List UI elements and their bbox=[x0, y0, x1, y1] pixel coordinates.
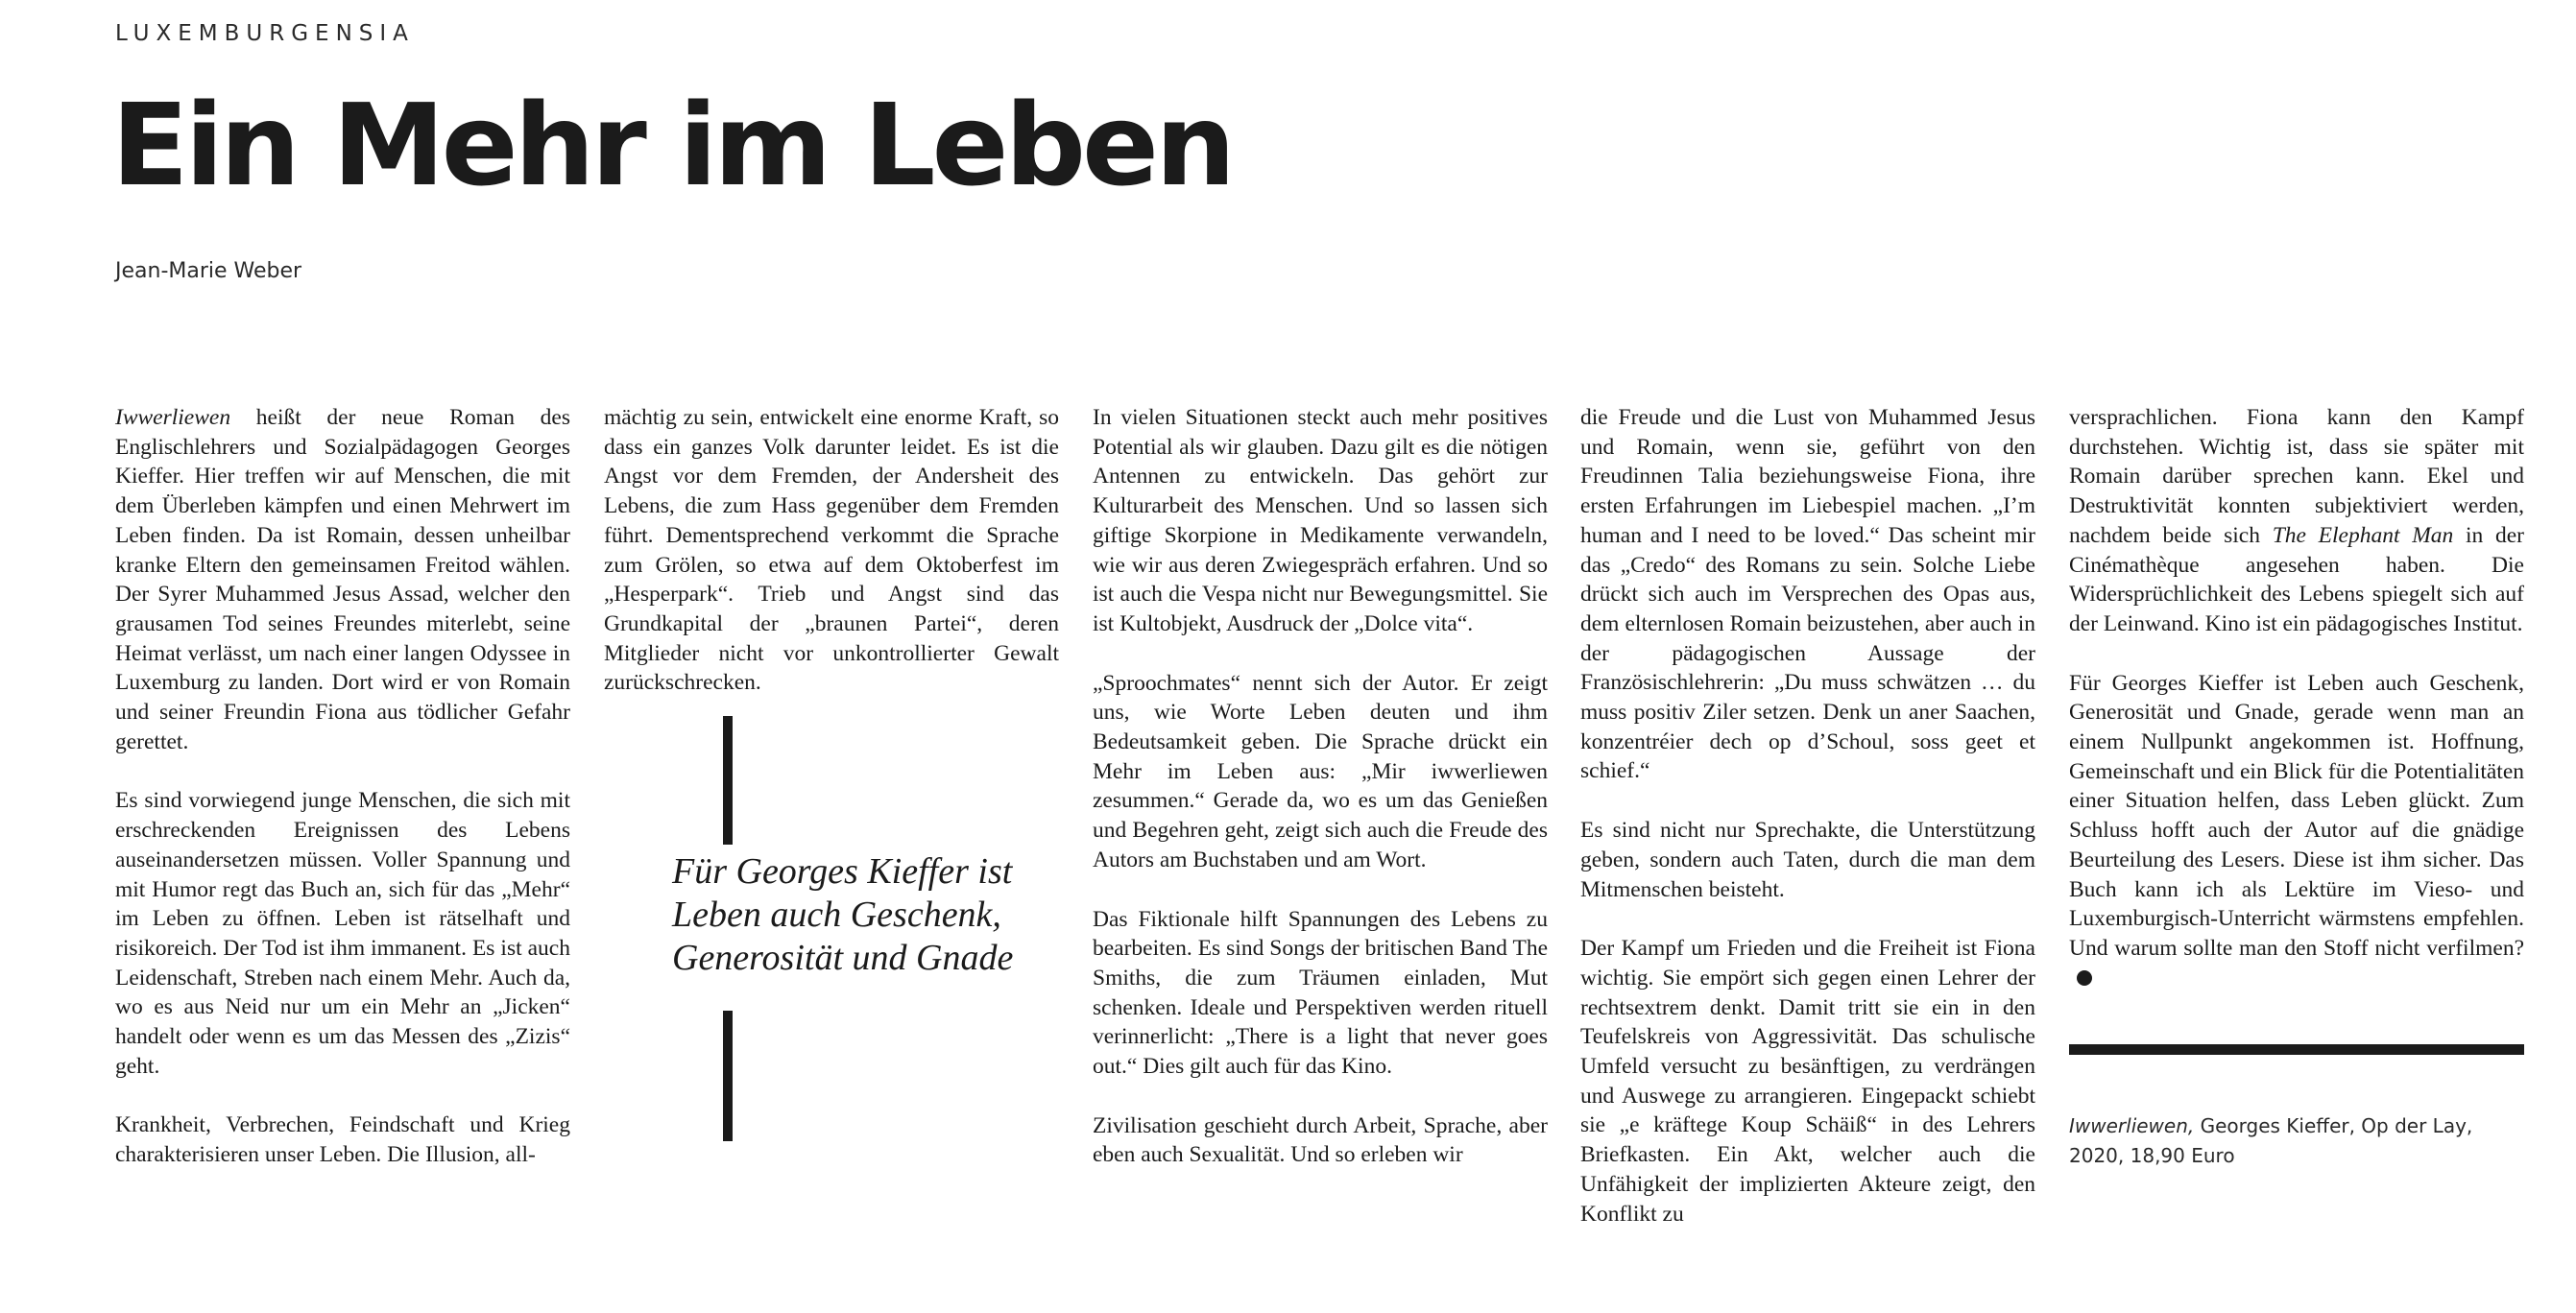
paragraph-text: in der Cinémathèque angesehen haben. Die Widersprüchlichkeit des Lebens spiegelt sich auf der Leinwand. Kino ist ein pädagogisches Institut. bbox=[2069, 522, 2524, 636]
column-1 bbox=[115, 403, 570, 1170]
book-info-details: Georges Kieffer, Op der Lay, 2020, 18,90 Euro bbox=[2069, 1114, 2473, 1167]
paragraph: In vielen Situationen steckt auch mehr positives Potential als wir glauben. Dazu gilt es die nötigen Antennen zu entwickeln. Das gehört zur Kulturarbeit des Menschen. Und so lassen sich giftige Skorpione in Medikamente verwandeln, wie wir aus deren Zwiegespräch erfahren. Und so ist auch die Vespa nicht nur Bewegungsmittel. Sie ist Kultobjekt, Ausdruck der „Dolce vita“. bbox=[1093, 405, 1548, 636]
film-title-italic: The Elephant Man bbox=[2272, 522, 2454, 548]
section-label: LUXEMBURGENSIA bbox=[115, 21, 415, 46]
column-5 bbox=[2069, 403, 2524, 992]
headline: Ein Mehr im Leben bbox=[111, 79, 1233, 211]
paragraph-text: heißt der neue Roman des Englischlehrers und Sozialpädagogen Georges Kieffer. Hier treffen wir auf Menschen, die mit dem Überleben kämpfen und einen Mehrwert im Leben finden. Da ist Romain, dessen unheilbar kranke Eltern den gemeinsamen Freitod wählen. Der Syrer Muhammed Jesus Assad, welcher den grausamen Tod seines Freundes miterlebt, seine Heimat verlässt, um nach einer langen Odyssee in Luxemburg zu landen. Dort wird er von Romain und seiner Freundin Fiona aus tödlicher Gefahr gerettet. bbox=[115, 405, 570, 754]
end-mark-icon bbox=[2077, 970, 2092, 986]
book-info bbox=[2069, 1111, 2524, 1171]
paragraph: die Freude und die Lust von Muhammed Jesus und Romain, wenn sie, geführt von den Freudinnen Talia beziehungsweise Fiona, ihre ersten Erfahrungen im Liebespiel machen. „I’m human and I need to be loved.“ Das scheint mir das „Credo“ des Romans zu sein. Solche Liebe drückt sich auch im Versprechen des Opas aus, dem elternlosen Romain beizustehen, aber auch in der pädagogischen Aussage der Französischlehrerin: „Du muss schwätzen … du muss positiv Ziler setzen. Denk un aner Saachen, konzentréier dech op d’Schoul, soss geet et schief.“ bbox=[1580, 405, 2035, 784]
paragraph-text: versprachlichen. Fiona kann den Kampf durchstehen. Wichtig ist, dass sie später mit Romain darüber sprechen kann. Ekel und Destruktivität konnten subjektiviert werden, nachdem beide sich bbox=[2069, 405, 2524, 548]
column-2 bbox=[604, 403, 1059, 698]
paragraph: mächtig zu sein, entwickelt eine enorme Kraft, so dass ein ganzes Volk darunter leidet. Es ist die Angst vor dem Fremden, der Andersheit des Lebens, die zum Hass gegenüber dem Fremden führt. Dementsprechend verkommt die Sprache zum Grölen, so etwa auf dem Oktoberfest im „Hesperpark“. Trieb und Angst sind das Grundkapital der „braunen Partei“, deren Mitglieder nicht vor unkontrollierter Gewalt zurückschrecken. bbox=[604, 405, 1059, 696]
paragraph: Zivilisation geschieht durch Arbeit, Sprache, aber eben auch Sexualität. Und so erleben wir bbox=[1093, 1112, 1548, 1168]
paragraph: Das Fiktionale hilft Spannungen des Lebens zu bearbeiten. Es sind Songs der britischen Band The Smiths, die zum Träumen einladen, Mut schenken. Ideale und Perspektiven werden rituell verinnerlicht: „There is a light that never goes out.“ Dies gilt auch für das Kino. bbox=[1093, 906, 1548, 1080]
paragraph: Es sind vorwiegend junge Menschen, die sich mit erschreckenden Ereignissen des Lebens auseinandersetzen müssen. Voller Spannung und mit Humor regt das Buch an, sich für das „Mehr“ im Leben zu öffnen. Leben ist rätselhaft und risikoreich. Der Tod ist ihm immanent. Es ist auch Leidenschaft, Streben nach einem Mehr. Auch da, wo es aus Neid nur um ein Mehr an „Jicken“ handelt oder wenn es um das Messen des „Zizis“ geht. bbox=[115, 788, 570, 1079]
paragraph: Es sind nicht nur Sprechakte, die Unterstützung geben, sondern auch Taten, durch die man dem Mitmenschen beisteht. bbox=[1580, 818, 2035, 902]
column-3 bbox=[1093, 403, 1548, 1170]
paragraph-text: Für Georges Kieffer ist Leben auch Geschenk, Generosität und Gnade, gerade wenn man an einem Nullpunkt angekommen ist. Hoffnung, Gemeinschaft und ein Blick für die Potentialitäten einer Situation helfen, dass Leben glückt. Zum Schluss hofft auch der Autor auf die gnädige Beurteilung des Lesers. Diese ist ihm sicher. Das Buch kann ich als Lektüre im Vieso- und Luxemburgisch-Unterricht wärmstens empfehlen. Und warum sollte man den Stoff nicht verfilmen? bbox=[2069, 670, 2524, 961]
section-rule bbox=[2069, 1044, 2524, 1055]
pull-quote: Für Georges Kieffer ist Leben auch Geschenk, Generosität und Gnade bbox=[672, 851, 1014, 978]
paragraph: Krankheit, Verbrechen, Feindschaft und Krieg charakterisieren unser Leben. Die Illusion, all- bbox=[115, 1112, 570, 1168]
paragraph bbox=[2069, 669, 2524, 993]
pull-quote-bar-top bbox=[723, 716, 733, 845]
book-info-title: Iwwerliewen, bbox=[2069, 1114, 2195, 1137]
paragraph: „Sproochmates“ nennt sich der Autor. Er zeigt uns, wie Worte Leben deuten und ihm Bedeutsamkeit geben. Die Sprache drückt ein Mehr im Leben aus: „Mir iwwerliewen zesummen.“ Gerade da, wo es um das Genießen und Begehren geht, zeigt sich auch die Freude des Autors am Buchstaben und am Wort. bbox=[1093, 670, 1548, 872]
column-4 bbox=[1580, 403, 2035, 1229]
author-byline: Jean-Marie Weber bbox=[115, 259, 302, 283]
paragraph: Der Kampf um Frieden und die Freiheit ist Fiona wichtig. Sie empört sich gegen einen Lehrer der rechtsextrem denkt. Damit tritt sie ein in den Teufelskreis von Aggressivität. Das schulische Umfeld versucht zu besänftigen, zu verdrängen und Auswege zu arrangieren. Eingepackt schiebt sie „e kräftege Koup Schäiß“ in des Lehrers Briefkasten. Ein Akt, welcher auch die Unfähigkeit der implizierten Akteure zeigt, den Konflikt zu bbox=[1580, 936, 2035, 1227]
paragraph bbox=[2069, 403, 2524, 639]
paragraph bbox=[115, 403, 570, 756]
pull-quote-bar-bottom bbox=[723, 1011, 733, 1141]
book-title-italic: Iwwerliewen bbox=[115, 405, 231, 430]
